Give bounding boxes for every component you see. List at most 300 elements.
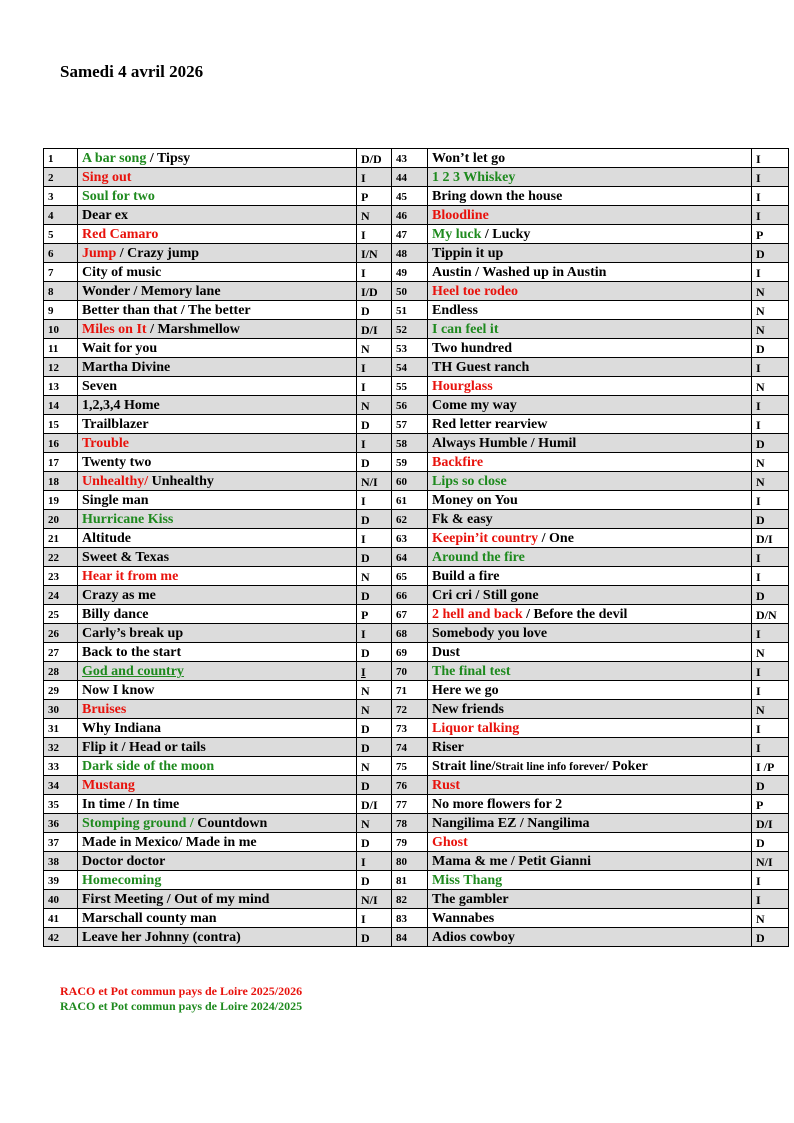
dance-title	[78, 776, 357, 795]
dance-title	[428, 852, 752, 871]
dance-level: I	[752, 567, 789, 586]
dance-title	[78, 814, 357, 833]
dance-title-part: Bring down the house	[432, 189, 563, 204]
dance-number: 59	[392, 453, 428, 472]
dance-number: 2	[44, 168, 78, 187]
dance-level: I	[752, 871, 789, 890]
dance-level: N	[752, 282, 789, 301]
dance-title-part: Stomping ground /	[82, 816, 194, 831]
dance-level: I	[357, 377, 392, 396]
dance-number: 25	[44, 605, 78, 624]
dance-number: 22	[44, 548, 78, 567]
table-row	[44, 377, 789, 396]
dance-level: D	[357, 928, 392, 947]
dance-title	[428, 605, 752, 624]
table-row	[44, 529, 789, 548]
dance-level: I	[752, 358, 789, 377]
dance-title-part: Back to the start	[82, 645, 182, 660]
dance-level: I	[357, 529, 392, 548]
dance-title	[78, 548, 357, 567]
dance-title-part: Soul for two	[82, 189, 155, 204]
dance-number: 1	[44, 149, 78, 168]
dance-level: N	[357, 396, 392, 415]
dance-number: 75	[392, 757, 428, 776]
dance-title-part: Flip it / Head or tails	[82, 740, 206, 755]
dance-level: N	[357, 700, 392, 719]
dance-level: N	[752, 453, 789, 472]
dance-title-part: Doctor doctor	[82, 854, 166, 869]
dance-title	[78, 263, 357, 282]
table-row	[44, 491, 789, 510]
dance-number: 41	[44, 909, 78, 928]
dance-title	[78, 282, 357, 301]
dance-level: N/I	[357, 890, 392, 909]
table-row	[44, 795, 789, 814]
dance-number: 53	[392, 339, 428, 358]
dance-level: P	[357, 187, 392, 206]
dance-title	[78, 795, 357, 814]
dance-title	[78, 244, 357, 263]
dance-title-part: Austin / Washed up in Austin	[432, 265, 607, 280]
dance-number: 50	[392, 282, 428, 301]
dance-level: I/N	[357, 244, 392, 263]
dance-level: D	[752, 833, 789, 852]
dance-number: 10	[44, 320, 78, 339]
dance-number: 44	[392, 168, 428, 187]
dance-title-part: / Tipsy	[146, 151, 191, 166]
dance-number: 34	[44, 776, 78, 795]
dance-number: 63	[392, 529, 428, 548]
dance-title-part: Always Humble / Humil	[432, 436, 577, 451]
dance-level: N/I	[752, 852, 789, 871]
dance-number: 66	[392, 586, 428, 605]
dance-number: 77	[392, 795, 428, 814]
dance-title	[78, 605, 357, 624]
dance-title	[428, 700, 752, 719]
dance-level: I	[752, 168, 789, 187]
dance-number: 13	[44, 377, 78, 396]
dance-title-part: 1,2,3,4 Home	[82, 398, 160, 413]
dance-title-part: Wonder / Memory lane	[82, 284, 221, 299]
table-row	[44, 187, 789, 206]
dance-number: 42	[44, 928, 78, 947]
dance-title	[78, 833, 357, 852]
dance-number: 52	[392, 320, 428, 339]
dance-title	[428, 776, 752, 795]
dance-level: N	[357, 567, 392, 586]
dance-title	[428, 415, 752, 434]
dance-level: N	[752, 643, 789, 662]
dance-level: I	[752, 263, 789, 282]
table-row	[44, 434, 789, 453]
dance-title-part: Sweet & Texas	[82, 550, 170, 565]
dance-level: I	[357, 662, 392, 681]
dance-title-part: Money on You	[432, 493, 518, 508]
dance-level: P	[752, 795, 789, 814]
dance-level: N	[752, 320, 789, 339]
dance-title	[78, 681, 357, 700]
dance-level: I	[752, 491, 789, 510]
table-row	[44, 776, 789, 795]
dance-title-part: In time / In time	[82, 797, 180, 812]
dance-title-part: Keepin’it country	[432, 531, 539, 546]
table-row	[44, 415, 789, 434]
dance-number: 7	[44, 263, 78, 282]
dance-title	[428, 871, 752, 890]
dance-title-part: The final test	[432, 664, 511, 679]
dance-number: 31	[44, 719, 78, 738]
table-row	[44, 833, 789, 852]
dance-title-part: City of music	[82, 265, 162, 280]
dance-title	[428, 890, 752, 909]
dance-level: N	[357, 814, 392, 833]
dance-level: D/N	[752, 605, 789, 624]
dance-title-part: Build a fire	[432, 569, 500, 584]
dance-number: 32	[44, 738, 78, 757]
dance-number: 28	[44, 662, 78, 681]
dance-level: I	[357, 225, 392, 244]
dance-title-part: Nangilima EZ / Nangilima	[432, 816, 590, 831]
dance-level: D	[752, 928, 789, 947]
dance-title-part: Two hundred	[432, 341, 513, 356]
dance-number: 40	[44, 890, 78, 909]
dance-title-part: TH Guest ranch	[432, 360, 530, 375]
dance-title-part: Jump	[82, 246, 117, 261]
dance-number: 14	[44, 396, 78, 415]
dance-title	[428, 206, 752, 225]
dance-title-part: Hear it from me	[82, 569, 179, 584]
dance-number: 38	[44, 852, 78, 871]
dance-level: D	[752, 434, 789, 453]
dance-number: 70	[392, 662, 428, 681]
dance-number: 61	[392, 491, 428, 510]
dance-title-part: Wannabes	[432, 911, 495, 926]
table-row	[44, 339, 789, 358]
table-row	[44, 852, 789, 871]
dance-level: N	[357, 339, 392, 358]
dance-level: D	[357, 453, 392, 472]
dance-number: 81	[392, 871, 428, 890]
dance-title	[428, 320, 752, 339]
table-row	[44, 814, 789, 833]
dance-number: 11	[44, 339, 78, 358]
table-row	[44, 358, 789, 377]
dance-title	[78, 700, 357, 719]
dance-title	[78, 624, 357, 643]
dance-title	[428, 757, 752, 776]
dance-level: D	[752, 510, 789, 529]
dance-title-part: Crazy as me	[82, 588, 156, 603]
dance-level: D	[357, 586, 392, 605]
dance-title-part: Hurricane Kiss	[82, 512, 174, 527]
dance-level: I	[357, 168, 392, 187]
dance-number: 16	[44, 434, 78, 453]
dance-title	[428, 833, 752, 852]
dance-level: D	[752, 586, 789, 605]
table-row	[44, 206, 789, 225]
dance-title	[78, 662, 357, 681]
dance-number: 5	[44, 225, 78, 244]
dance-level: D	[357, 510, 392, 529]
dance-number: 8	[44, 282, 78, 301]
table-row	[44, 662, 789, 681]
dance-level: I	[752, 548, 789, 567]
dance-title-part: / Crazy jump	[116, 246, 200, 261]
dance-number: 68	[392, 624, 428, 643]
table-row	[44, 909, 789, 928]
dance-title-part: Leave her Johnny (contra)	[82, 930, 241, 945]
dance-title	[78, 187, 357, 206]
dance-title	[428, 491, 752, 510]
dance-level: N	[357, 681, 392, 700]
dance-number: 17	[44, 453, 78, 472]
table-row	[44, 605, 789, 624]
dance-title	[78, 339, 357, 358]
dance-level: N	[752, 909, 789, 928]
dance-level: D	[357, 776, 392, 795]
table-row	[44, 244, 789, 263]
dance-title-part: Hourglass	[432, 379, 493, 394]
dance-title	[428, 339, 752, 358]
dance-level: D	[357, 301, 392, 320]
dance-title-part: Dear ex	[82, 208, 128, 223]
dance-title	[428, 358, 752, 377]
dance-level: D	[752, 776, 789, 795]
dance-title-part: Bruises	[82, 702, 127, 717]
dance-number: 26	[44, 624, 78, 643]
dance-level: D	[357, 833, 392, 852]
dance-number: 71	[392, 681, 428, 700]
dance-title-part: Endless	[432, 303, 478, 318]
dance-level: I	[752, 681, 789, 700]
dance-number: 55	[392, 377, 428, 396]
dance-title	[78, 909, 357, 928]
dance-level: D/I	[357, 795, 392, 814]
dance-title-part: My luck	[432, 227, 482, 242]
dance-title	[78, 871, 357, 890]
dance-number: 39	[44, 871, 78, 890]
dance-title	[78, 377, 357, 396]
dance-title-part: Dust	[432, 645, 461, 660]
dance-level: I	[357, 491, 392, 510]
dance-title-part: Around the fire	[432, 550, 525, 565]
dance-number: 65	[392, 567, 428, 586]
dance-title-part: / One	[538, 531, 574, 546]
dance-title-part: Strait line info forever	[495, 761, 605, 773]
dance-level: I	[752, 187, 789, 206]
page-title: Samedi 4 avril 2026	[60, 62, 204, 81]
dance-title-part: Rust	[432, 778, 461, 793]
dance-level: N/I	[357, 472, 392, 491]
dance-number: 19	[44, 491, 78, 510]
dance-title-part: Twenty two	[82, 455, 152, 470]
dance-level: D	[752, 339, 789, 358]
dance-title	[78, 567, 357, 586]
legend-current-season: RACO et Pot commun pays de Loire 2025/2026	[60, 984, 303, 998]
table-row	[44, 719, 789, 738]
dance-number: 29	[44, 681, 78, 700]
dance-level: P	[752, 225, 789, 244]
dance-number: 12	[44, 358, 78, 377]
table-row	[44, 871, 789, 890]
dance-title-part: A bar song	[82, 151, 147, 166]
dance-title-part: / Marshmellow	[146, 322, 240, 337]
dance-number: 57	[392, 415, 428, 434]
dance-title-part: Red Camaro	[82, 227, 159, 242]
dance-number: 76	[392, 776, 428, 795]
dance-level: I	[752, 738, 789, 757]
dance-number: 49	[392, 263, 428, 282]
dance-number: 51	[392, 301, 428, 320]
dance-title-part: Billy dance	[82, 607, 149, 622]
dance-title-part: / Poker	[604, 759, 648, 774]
dance-title-part: Trouble	[82, 436, 129, 451]
dance-title	[78, 890, 357, 909]
dance-level: I	[357, 263, 392, 282]
dance-title	[428, 795, 752, 814]
dance-title-part: Lips so close	[432, 474, 507, 489]
dance-title	[428, 548, 752, 567]
dance-title-part: Homecoming	[82, 873, 162, 888]
table-row	[44, 643, 789, 662]
dance-level: D	[357, 871, 392, 890]
dance-title-part: Cri cri / Still gone	[432, 588, 539, 603]
dance-title	[428, 396, 752, 415]
dance-number: 60	[392, 472, 428, 491]
dance-number: 47	[392, 225, 428, 244]
dance-number: 20	[44, 510, 78, 529]
dance-title	[428, 244, 752, 263]
dance-title-part: Tippin it up	[432, 246, 504, 261]
table-row	[44, 738, 789, 757]
dance-title	[428, 928, 752, 947]
dance-level: D/D	[357, 149, 392, 168]
dance-level: I	[752, 149, 789, 168]
dance-level: D	[752, 244, 789, 263]
dance-number: 78	[392, 814, 428, 833]
dance-number: 27	[44, 643, 78, 662]
table-row	[44, 263, 789, 282]
dance-title-part: Martha Divine	[82, 360, 171, 375]
table-row	[44, 510, 789, 529]
table-row	[44, 700, 789, 719]
dance-title-part: Marschall county man	[82, 911, 217, 926]
dance-number: 45	[392, 187, 428, 206]
dance-level: I	[357, 624, 392, 643]
dance-title-part: Here we go	[432, 683, 499, 698]
dance-title-part: Won’t let go	[432, 151, 506, 166]
table-row	[44, 282, 789, 301]
table-row	[44, 472, 789, 491]
dance-title	[78, 757, 357, 776]
dance-title-part: Seven	[82, 379, 117, 394]
dance-title	[428, 472, 752, 491]
dance-title-part: Altitude	[82, 531, 131, 546]
dance-level: I	[357, 852, 392, 871]
dance-title-part: Miss Thang	[432, 873, 503, 888]
dance-number: 82	[392, 890, 428, 909]
dance-title-part: The gambler	[432, 892, 509, 907]
dance-title	[78, 434, 357, 453]
dance-title	[78, 320, 357, 339]
dance-title-part: Come my way	[432, 398, 517, 413]
dance-title	[428, 434, 752, 453]
dance-title-part: Now I know	[82, 683, 155, 698]
table-row	[44, 320, 789, 339]
dance-title	[78, 301, 357, 320]
dance-number: 3	[44, 187, 78, 206]
dance-title-part: Ghost	[432, 835, 468, 850]
dance-number: 15	[44, 415, 78, 434]
dance-title-part: New friends	[432, 702, 504, 717]
dance-title-part: / Lucky	[481, 227, 531, 242]
dance-title-part: I can feel it	[432, 322, 499, 337]
table-row	[44, 567, 789, 586]
dance-level: I	[357, 909, 392, 928]
dance-title-part: Riser	[432, 740, 464, 755]
dance-number: 23	[44, 567, 78, 586]
dance-number: 43	[392, 149, 428, 168]
dance-level: N	[357, 206, 392, 225]
dance-level: N	[357, 757, 392, 776]
dance-title-part: Liquor talking	[432, 721, 520, 736]
dance-number: 73	[392, 719, 428, 738]
dance-list-table	[43, 148, 789, 947]
dance-title	[428, 453, 752, 472]
dance-title	[78, 643, 357, 662]
dance-title	[78, 206, 357, 225]
dance-level: D	[357, 548, 392, 567]
dance-number: 74	[392, 738, 428, 757]
dance-level: D	[357, 719, 392, 738]
dance-title	[428, 643, 752, 662]
dance-number: 4	[44, 206, 78, 225]
dance-title	[428, 377, 752, 396]
dance-title	[78, 415, 357, 434]
table-row	[44, 548, 789, 567]
dance-title-part: Better than that / The better	[82, 303, 251, 318]
dance-title-part: Sing out	[82, 170, 132, 185]
dance-level: D/I	[752, 529, 789, 548]
dance-number: 36	[44, 814, 78, 833]
dance-title	[428, 719, 752, 738]
dance-number: 64	[392, 548, 428, 567]
dance-title	[428, 301, 752, 320]
dance-title-part: Strait line/	[432, 759, 496, 774]
dance-title-part: Unhealthy/	[82, 474, 149, 489]
dance-title	[428, 662, 752, 681]
dance-title	[428, 149, 752, 168]
dance-number: 84	[392, 928, 428, 947]
dance-title	[78, 510, 357, 529]
dance-level: P	[357, 605, 392, 624]
table-row	[44, 149, 789, 168]
legend	[60, 984, 302, 1014]
dance-title-part: / Before the devil	[522, 607, 628, 622]
dance-number: 18	[44, 472, 78, 491]
dance-level: D	[357, 643, 392, 662]
dance-title	[78, 738, 357, 757]
dance-title-part: 1 2 3 Whiskey	[432, 170, 516, 185]
dance-number: 21	[44, 529, 78, 548]
table-row	[44, 396, 789, 415]
dance-title-part: Mama & me / Petit Gianni	[432, 854, 592, 869]
dance-level: N	[752, 301, 789, 320]
dance-title	[428, 567, 752, 586]
dance-title	[428, 586, 752, 605]
dance-number: 83	[392, 909, 428, 928]
dance-level: I	[752, 890, 789, 909]
